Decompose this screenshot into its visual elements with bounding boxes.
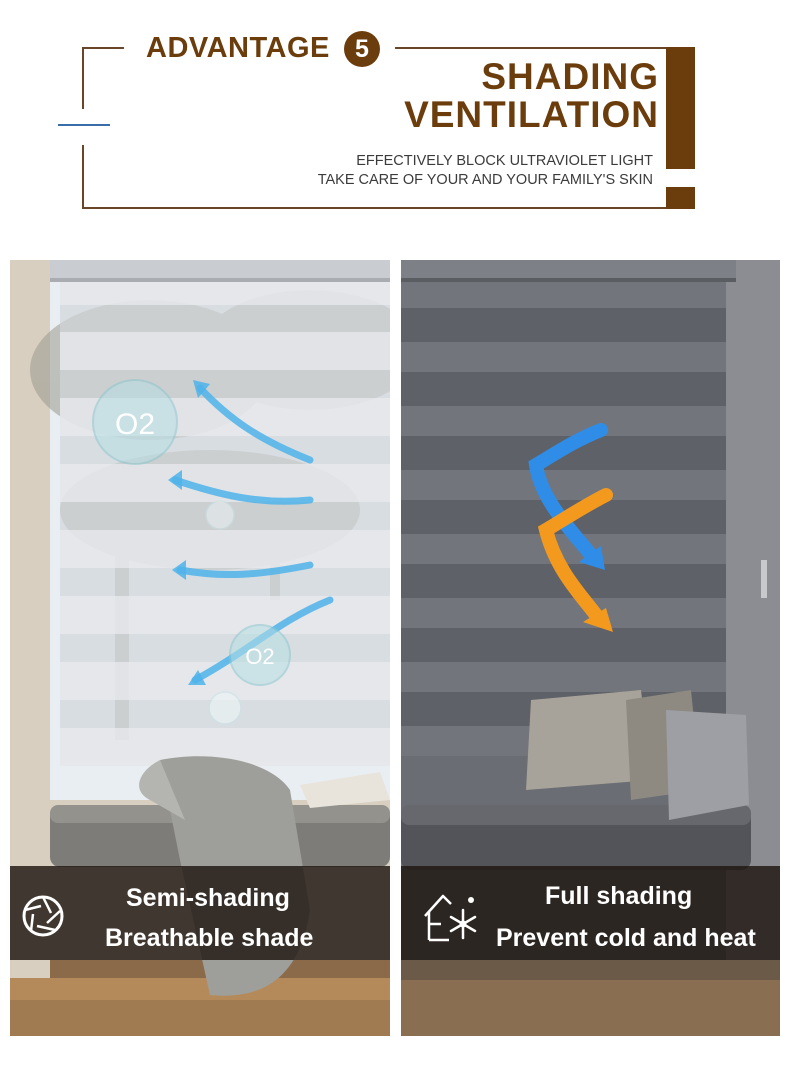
header-frame-line xyxy=(82,47,124,49)
header-accent-line xyxy=(58,124,110,126)
subtitle-line1: EFFECTIVELY BLOCK ULTRAVIOLET LIGHT xyxy=(356,153,653,169)
page-title-line1: SHADING xyxy=(481,56,659,97)
house-snowflake-icon xyxy=(419,888,483,946)
advantage-label: ADVANTAGE xyxy=(146,32,330,64)
o2-bubble-label: O2 xyxy=(114,408,156,441)
header-brown-bar xyxy=(666,47,695,169)
semi-shading-photo xyxy=(10,260,390,1036)
semi-shading-title: Semi-shading xyxy=(126,884,290,912)
aperture-icon xyxy=(21,894,65,938)
header-frame-line xyxy=(82,207,695,209)
header-frame-line xyxy=(395,47,675,49)
advantage-number-badge: 5 xyxy=(344,31,380,67)
header-frame-line xyxy=(82,47,84,109)
header-brown-bar xyxy=(666,187,695,209)
caption-bar xyxy=(10,866,390,960)
page-title-line2: VENTILATION xyxy=(404,94,659,135)
header-frame-line xyxy=(82,145,84,209)
full-shading-photo xyxy=(401,260,780,1036)
semi-shading-subtitle: Breathable shade xyxy=(105,924,314,952)
full-shading-subtitle: Prevent cold and heat xyxy=(496,924,756,952)
subtitle-line2: TAKE CARE OF YOUR AND YOUR FAMILY'S SKIN xyxy=(317,172,653,188)
full-shading-title: Full shading xyxy=(545,882,693,910)
caption-bar xyxy=(401,866,780,960)
o2-bubble-label: O2 xyxy=(245,644,275,669)
